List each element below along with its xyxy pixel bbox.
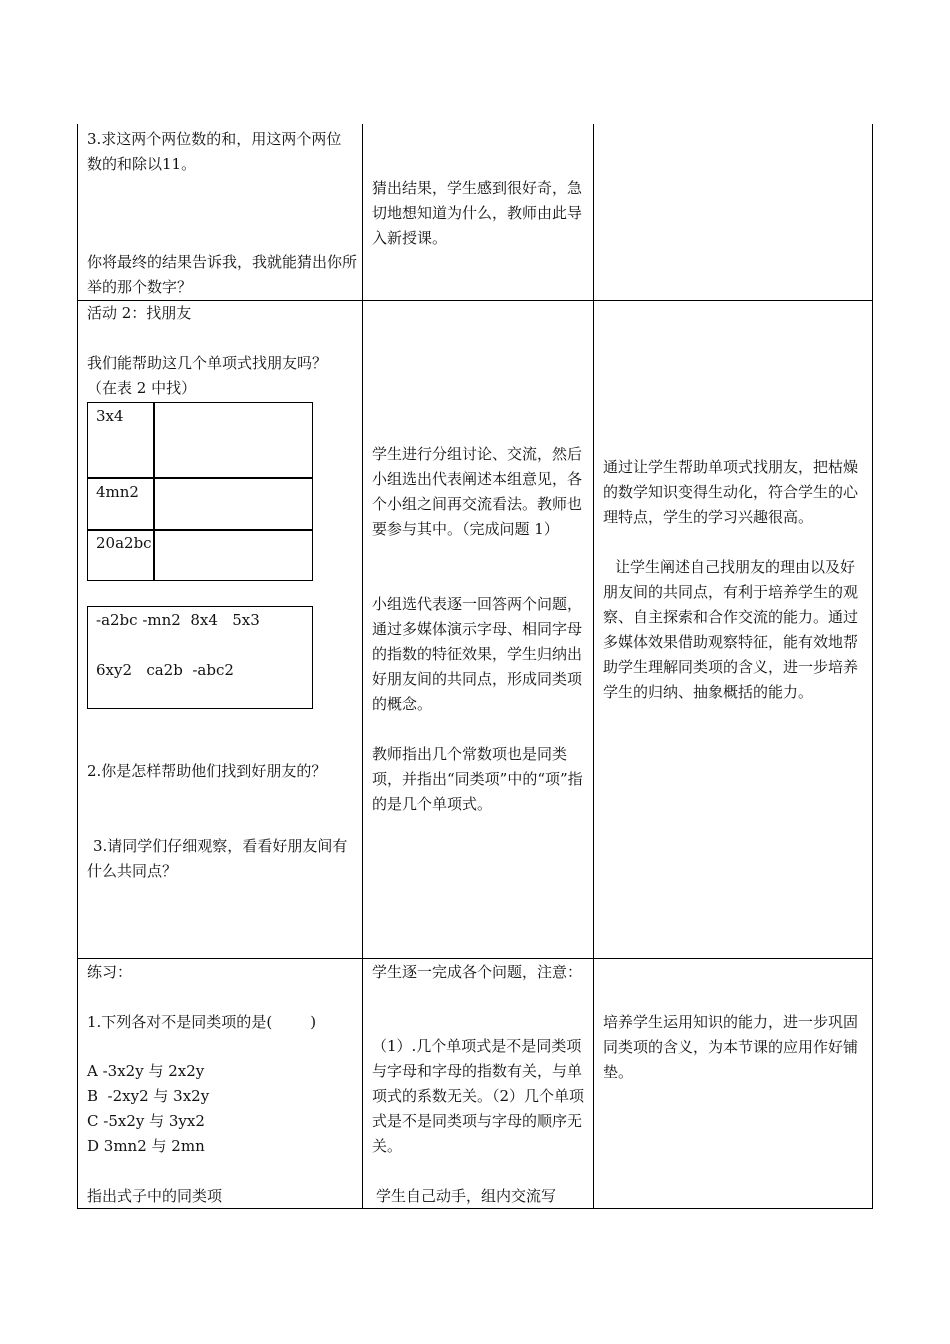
friend-term-2: 4mn2 — [96, 483, 139, 501]
table-border-right — [872, 124, 873, 1209]
row2-col2-p1: 学生进行分组讨论、交流，然后小组选出代表阐述本组意见，各个小组之间再交流看法。教师也要参与其中。（完成问题 1） — [372, 445, 583, 538]
friend-table-divider — [153, 402, 155, 581]
friend-term-1: 3x4 — [96, 407, 124, 425]
friend-table-row-line-1 — [87, 477, 313, 479]
practice-q1: 1.下列各对不是同类项的是( ) — [87, 1013, 317, 1031]
practice-q-last: 指出式子中的同类项 — [87, 1187, 223, 1205]
table-divider-col1 — [362, 124, 363, 1209]
practice-title: 练习： — [87, 963, 133, 981]
row1-col1-bottom: 你将最终的结果告诉我，我就能猜出你所举的那个数字？ — [87, 253, 358, 296]
row2-col2-p2: 小组选代表逐一回答两个问题，通过多媒体演示字母、相同字母的指数的特征效果，学生归纳出好朋友间的共同点，形成同类项的概念。 — [372, 595, 583, 713]
row2-col2-p3: 教师指出几个常数项也是同类项，并指出“同类项”中的“项”指的是几个单项式。 — [372, 745, 583, 813]
row1-col2: 猜出结果，学生感到很好奇，急切地想知道为什么，教师由此导入新授课。 — [372, 179, 583, 247]
row-divider-2 — [77, 958, 873, 959]
row3-col2-p3: 学生自己动手，组内交流写 — [376, 1187, 557, 1205]
question-3: 3.请同学们仔细观察，看看好朋友间有什么共同点？ — [87, 837, 348, 880]
row3-col2-p1: 学生逐一完成各个问题，注意： — [372, 963, 583, 981]
practice-option-d: D 3mn2 与 2mn — [87, 1137, 205, 1155]
friend-term-3: 20a2bc — [96, 534, 152, 552]
practice-option-c: C -5x2y 与 3yx2 — [87, 1112, 205, 1130]
practice-option-a: A -3x2y 与 2x2y — [87, 1062, 205, 1080]
question-2: 2.你是怎样帮助他们找到好朋友的？ — [87, 762, 327, 780]
term-box-line2: 6xy2 ca2b -abc2 — [96, 661, 234, 679]
row3-col3: 培养学生运用知识的能力，进一步巩固同类项的含义，为本节课的应用作好铺垫。 — [603, 1013, 859, 1081]
table-divider-col2 — [593, 124, 594, 1209]
table-border-left — [77, 124, 78, 1209]
practice-option-b: B -2xy2 与 3x2y — [87, 1087, 210, 1105]
question-intro: 我们能帮助这几个单项式找朋友吗？（在表 2 中找） — [87, 354, 328, 397]
row1-col1-top: 3.求这两个两位数的和，用这两个两位数的和除以11。 — [87, 130, 342, 173]
term-box-line1: -a2bc -mn2 8x4 5x3 — [96, 611, 260, 629]
row3-col2-p2: （1）.几个单项式是不是同类项与字母和字母的指数有关，与单项式的系数无关。（2）几个单项式是不是同类项与字母的顺序无关。 — [372, 1037, 585, 1155]
row2-col3-p1: 通过让学生帮助单项式找朋友，把枯燥的数学知识变得生动化，符合学生的心理特点，学生的学习兴趣很高。 — [603, 458, 859, 526]
row2-col3-p2: 让学生阐述自己找朋友的理由以及好朋友间的共同点，有利于培养学生的观察、自主探索和合作交流的能力。通过多媒体效果借助观察特征，能有效地帮助学生理解同类项的含义，进一步培养学生的归纳、抽象概括的能力。 — [603, 558, 859, 701]
activity-title: 活动 2：找朋友 — [87, 304, 192, 322]
